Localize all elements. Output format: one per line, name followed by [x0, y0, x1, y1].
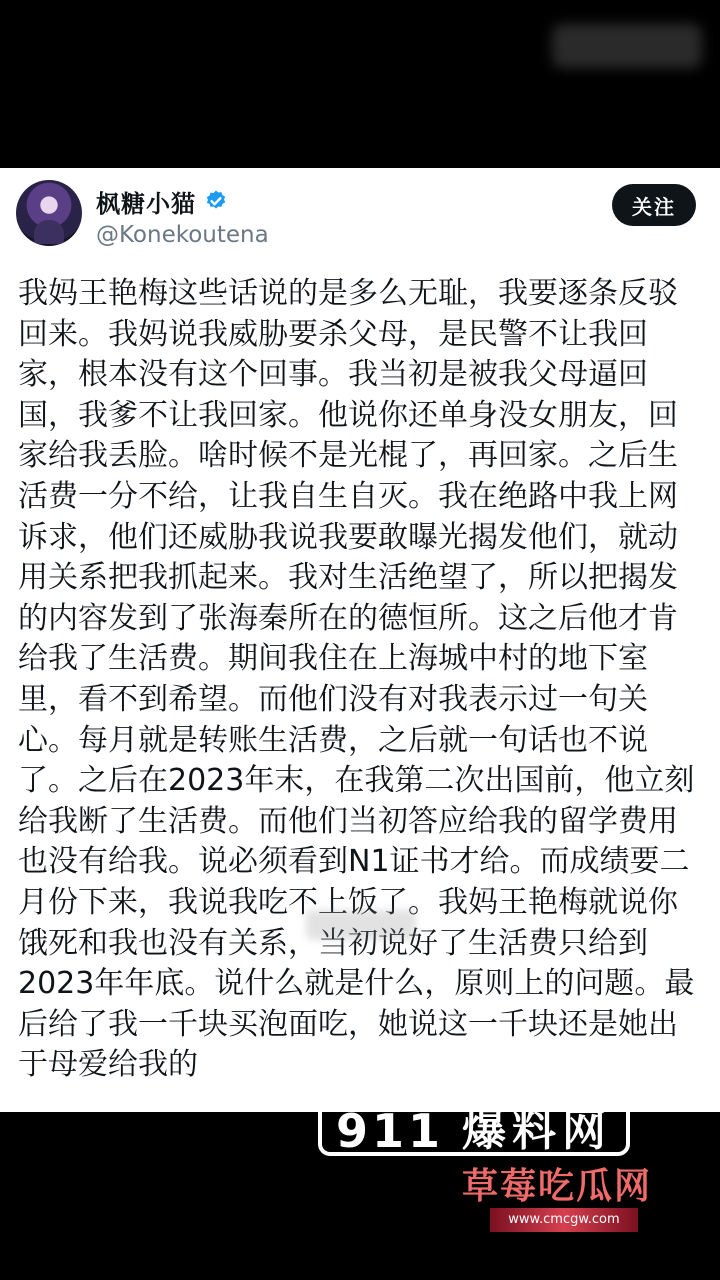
blurred-watermark	[552, 24, 702, 68]
post-text	[18, 274, 708, 1086]
watermark-logo	[318, 1106, 630, 1156]
post-card	[0, 168, 720, 1112]
post-text-line: 家给我丢脸。啥时候不是光棍了，再回家。之后生	[18, 438, 678, 474]
post-text-line: 给我了生活费。期间我住在上海城中村的地下室	[18, 641, 648, 677]
post-text-line: 2023年年底。说什么就是什么，原则上的问题。最	[18, 966, 695, 1002]
watermark-logo-text: 爆料网	[462, 1105, 613, 1156]
post-text-line: 给我断了生活费。而他们当初答应给我的留学费用	[18, 803, 678, 839]
post-header	[16, 180, 696, 250]
post-text-line: 后给了我一千块买泡面吃，她说这一千块还是她出	[18, 1006, 678, 1042]
post-text-line: 月份下来，我说我吃不上饭了。我妈王艳梅就说你	[18, 884, 678, 920]
post-text-line: 于母爱给我的	[18, 1047, 198, 1083]
post-text-line: 活费一分不给，让我自生自灭。我在绝路中我上网	[18, 478, 678, 514]
name-row	[96, 186, 228, 216]
user-handle[interactable]: @Konekoutena	[96, 222, 269, 248]
post-text-line: 的内容发到了张海秦所在的德恒所。这之后他才肯	[18, 600, 678, 636]
post-text-line: 心。每月就是转账生活费，之后就一句话也不说	[18, 722, 648, 758]
display-name[interactable]: 枫糖小猫	[96, 189, 196, 218]
post-text-line: 里，看不到希望。而他们没有对我表示过一句关	[18, 681, 648, 717]
post-text-line: 国，我爹不让我回家。他说你还单身没女朋友，回	[18, 397, 678, 433]
post-text-line: 也没有给我。说必须看到N1证书才给。而成绩要二	[18, 844, 690, 880]
post-text-line: 家，根本没有这个回事。我当初是被我父母逼回	[18, 357, 648, 393]
watermark-logo-number: 911	[336, 1104, 445, 1158]
post-text-line: 用关系把我抓起来。我对生活绝望了，所以把揭发	[18, 560, 678, 596]
post-text-line: 回来。我妈说我威胁要杀父母，是民警不让我回	[18, 316, 648, 352]
post-text-line: 诉求，他们还威胁我说我要敢曝光揭发他们，就动	[18, 519, 678, 555]
post-text-line: 了。之后在2023年末，在我第二次出国前，他立刻	[18, 763, 695, 799]
verified-badge-icon	[204, 189, 228, 213]
watermark-site-url: www.cmcgw.com	[490, 1208, 638, 1232]
blurred-watermark-small	[306, 910, 416, 940]
follow-button[interactable]: 关注	[612, 184, 696, 226]
post-text-line: 饿死和我也没有关系，当初说好了生活费只给到	[18, 925, 648, 961]
avatar[interactable]	[16, 180, 82, 246]
post-text-line: 我妈王艳梅这些话说的是多么无耻，我要逐条反驳	[18, 276, 678, 311]
watermark-site-name: 草莓吃瓜网	[462, 1166, 653, 1207]
